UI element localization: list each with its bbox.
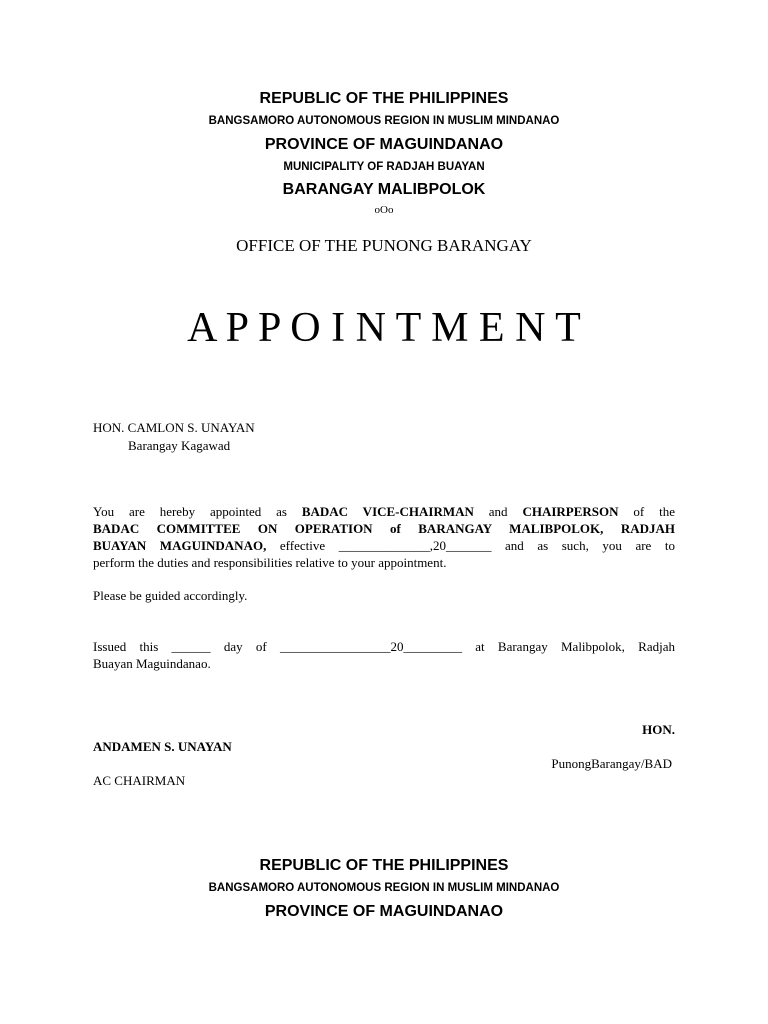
addressee-position: Barangay Kagawad	[128, 438, 231, 453]
footer-republic: REPUBLIC OF THE PHILIPPINES	[259, 857, 509, 874]
committee-name: BADAC COMMITTEE ON OPERATION of BARANGAY MALIBPOLOK, RADJAH	[93, 521, 675, 536]
issued-line-1: Issued this ______ day of _________________20_________ at Barangay Malibpolok, Radjah	[93, 639, 675, 654]
chairperson-role: CHAIRPERSON	[522, 504, 619, 519]
header-province: PROVINCE OF MAGUINDANAO	[264, 136, 504, 153]
text-segment: and	[473, 504, 523, 519]
effective-date-blank: effective ______________,20_______ and as such, you are to	[266, 538, 676, 553]
paragraph-line-1	[93, 503, 675, 520]
vice-chairman-role: BADAC VICE-CHAIRMAN	[301, 504, 474, 519]
paragraph-line-4: perform the duties and responsibilities relative to your appointment.	[93, 555, 447, 570]
header-municipality: MUNICIPALITY OF RADJAH BUAYAN	[283, 161, 485, 173]
header-region: BANGSAMORO AUTONOMOUS REGION IN MUSLIM MINDANAO	[208, 115, 560, 127]
signatory-title-right: PunongBarangay/BAD	[551, 756, 672, 771]
paragraph-line-2	[93, 520, 675, 537]
footer-region: BANGSAMORO AUTONOMOUS REGION IN MUSLIM MINDANAO	[208, 882, 560, 894]
location-name: BUAYAN MAGUINDANAO,	[93, 538, 267, 553]
issued-paragraph	[93, 638, 675, 672]
header-barangay: BARANGAY MALIBPOLOK	[282, 181, 486, 198]
header-ornament: oOo	[374, 204, 394, 216]
text-segment: You are hereby appointed as	[93, 504, 302, 519]
text-segment: of the	[618, 504, 675, 519]
office-title: OFFICE OF THE PUNONG BARANGAY	[236, 236, 532, 255]
appointment-paragraph	[93, 503, 675, 571]
signatory-title-left: AC CHAIRMAN	[93, 773, 186, 788]
issued-line-2: Buayan Maguindanao.	[93, 656, 211, 671]
signatory-name: ANDAMEN S. UNAYAN	[93, 739, 232, 754]
signatory-hon: HON.	[642, 722, 675, 737]
guided-text: Please be guided accordingly.	[93, 588, 248, 603]
paragraph-line-3	[93, 537, 675, 554]
header-republic: REPUBLIC OF THE PHILIPPINES	[259, 90, 509, 107]
addressee-name: HON. CAMLON S. UNAYAN	[93, 420, 255, 435]
footer-province: PROVINCE OF MAGUINDANAO	[264, 903, 504, 920]
document-title: A P P O I N T M E N T	[187, 305, 581, 351]
